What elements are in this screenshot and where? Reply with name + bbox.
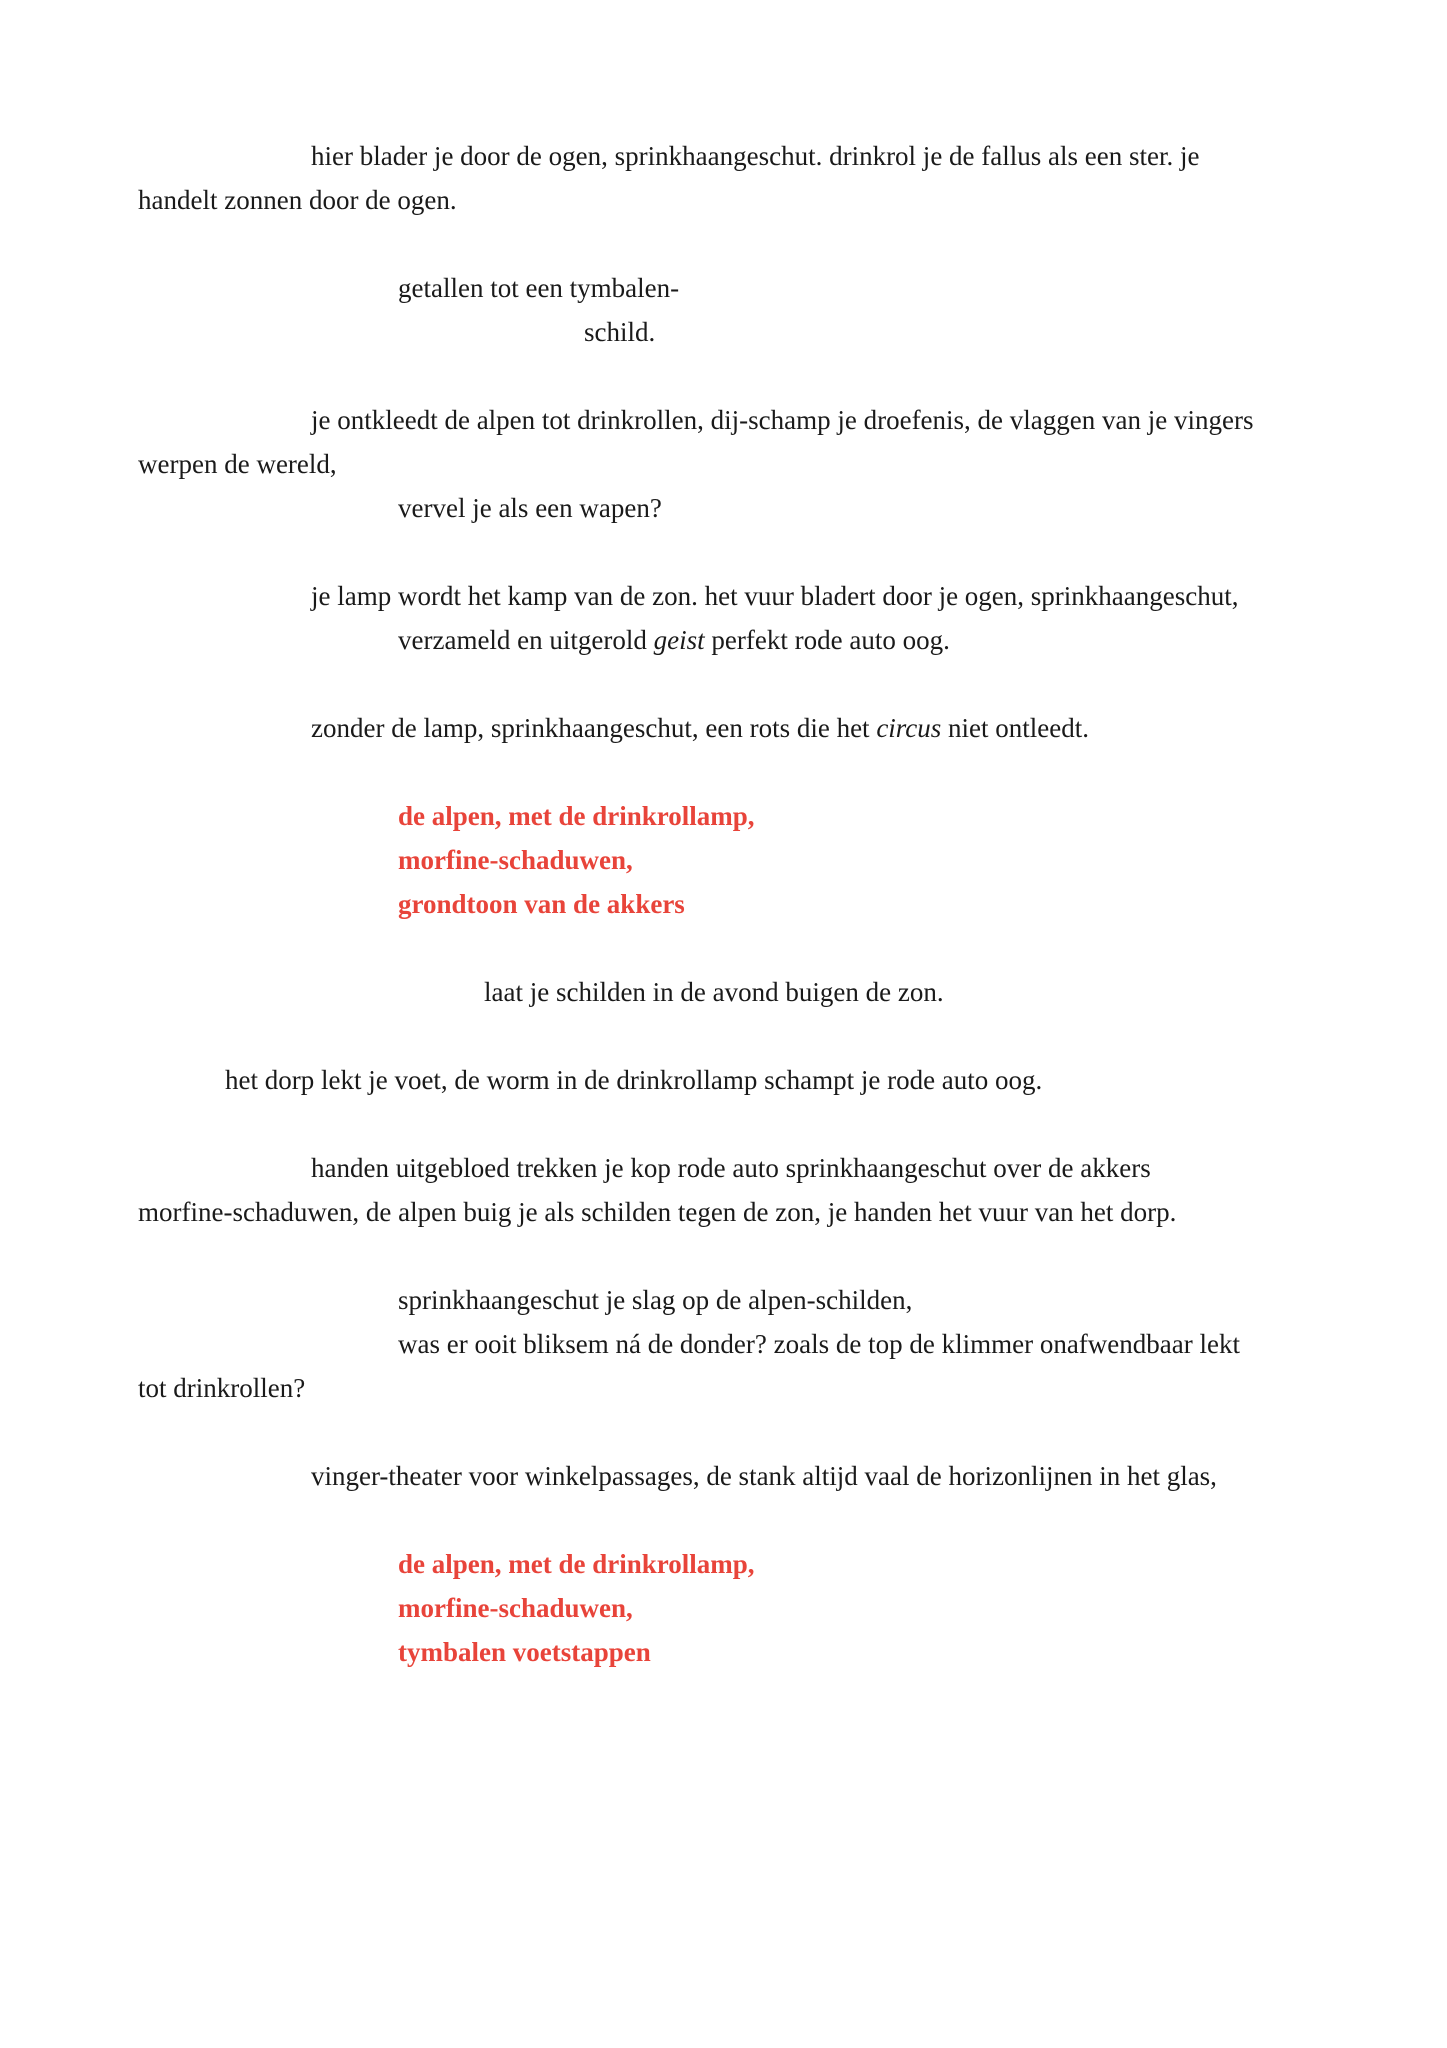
- refrain-line: tymbalen voetstappen: [398, 1637, 651, 1667]
- poem-line: sprinkhaangeschut je slag op de alpen-schilden,: [398, 1285, 913, 1315]
- refrain-line: morfine-schaduwen,: [398, 845, 633, 875]
- line-text: verzameld en uitgerold: [398, 625, 654, 655]
- line-text: niet ontleedt.: [941, 713, 1090, 743]
- poem-line: tot drinkrollen?: [138, 1373, 306, 1403]
- poem-line: [398, 624, 950, 656]
- poem-line: [311, 712, 1089, 744]
- poem-line: vinger-theater voor winkelpassages, de stank altijd vaal de horizonlijnen in het glas,: [311, 1461, 1217, 1491]
- poem-line: hier blader je door de ogen, sprinkhaangeschut. drinkrol je de fallus als een ster. je: [311, 141, 1200, 171]
- poem-line: het dorp lekt je voet, de worm in de drinkrollamp schampt je rode auto oog.: [225, 1065, 1043, 1095]
- italic-word: circus: [876, 713, 942, 743]
- poem-line: schild.: [584, 317, 656, 347]
- italic-word: geist: [653, 625, 705, 655]
- poem-line: je lamp wordt het kamp van de zon. het vuur bladert door je ogen, sprinkhaangeschut,: [311, 581, 1239, 611]
- refrain-line: grondtoon van de akkers: [398, 889, 685, 919]
- poem-line: werpen de wereld,: [138, 449, 337, 479]
- refrain-line: de alpen, met de drinkrollamp,: [398, 1549, 755, 1579]
- poem-line: morfine-schaduwen, de alpen buig je als schilden tegen de zon, je handen het vuur van het dorp.: [138, 1197, 1177, 1227]
- line-text: zonder de lamp, sprinkhaangeschut, een rots die het: [311, 713, 877, 743]
- poem-line: was er ooit bliksem ná de donder? zoals de top de klimmer onafwendbaar lekt: [398, 1329, 1240, 1359]
- refrain-line: de alpen, met de drinkrollamp,: [398, 801, 755, 831]
- poem-line: handen uitgebloed trekken je kop rode auto sprinkhaangeschut over de akkers: [311, 1153, 1151, 1183]
- poem-line: laat je schilden in de avond buigen de zon.: [484, 977, 944, 1007]
- poem-line: je ontkleedt de alpen tot drinkrollen, dij-schamp je droefenis, de vlaggen van je vingers: [311, 405, 1254, 435]
- refrain-line: morfine-schaduwen,: [398, 1593, 633, 1623]
- poem-line: handelt zonnen door de ogen.: [138, 185, 457, 215]
- line-text: perfekt rode auto oog.: [704, 625, 950, 655]
- poem-line: vervel je als een wapen?: [398, 493, 662, 523]
- poem-line: getallen tot een tymbalen-: [398, 273, 680, 303]
